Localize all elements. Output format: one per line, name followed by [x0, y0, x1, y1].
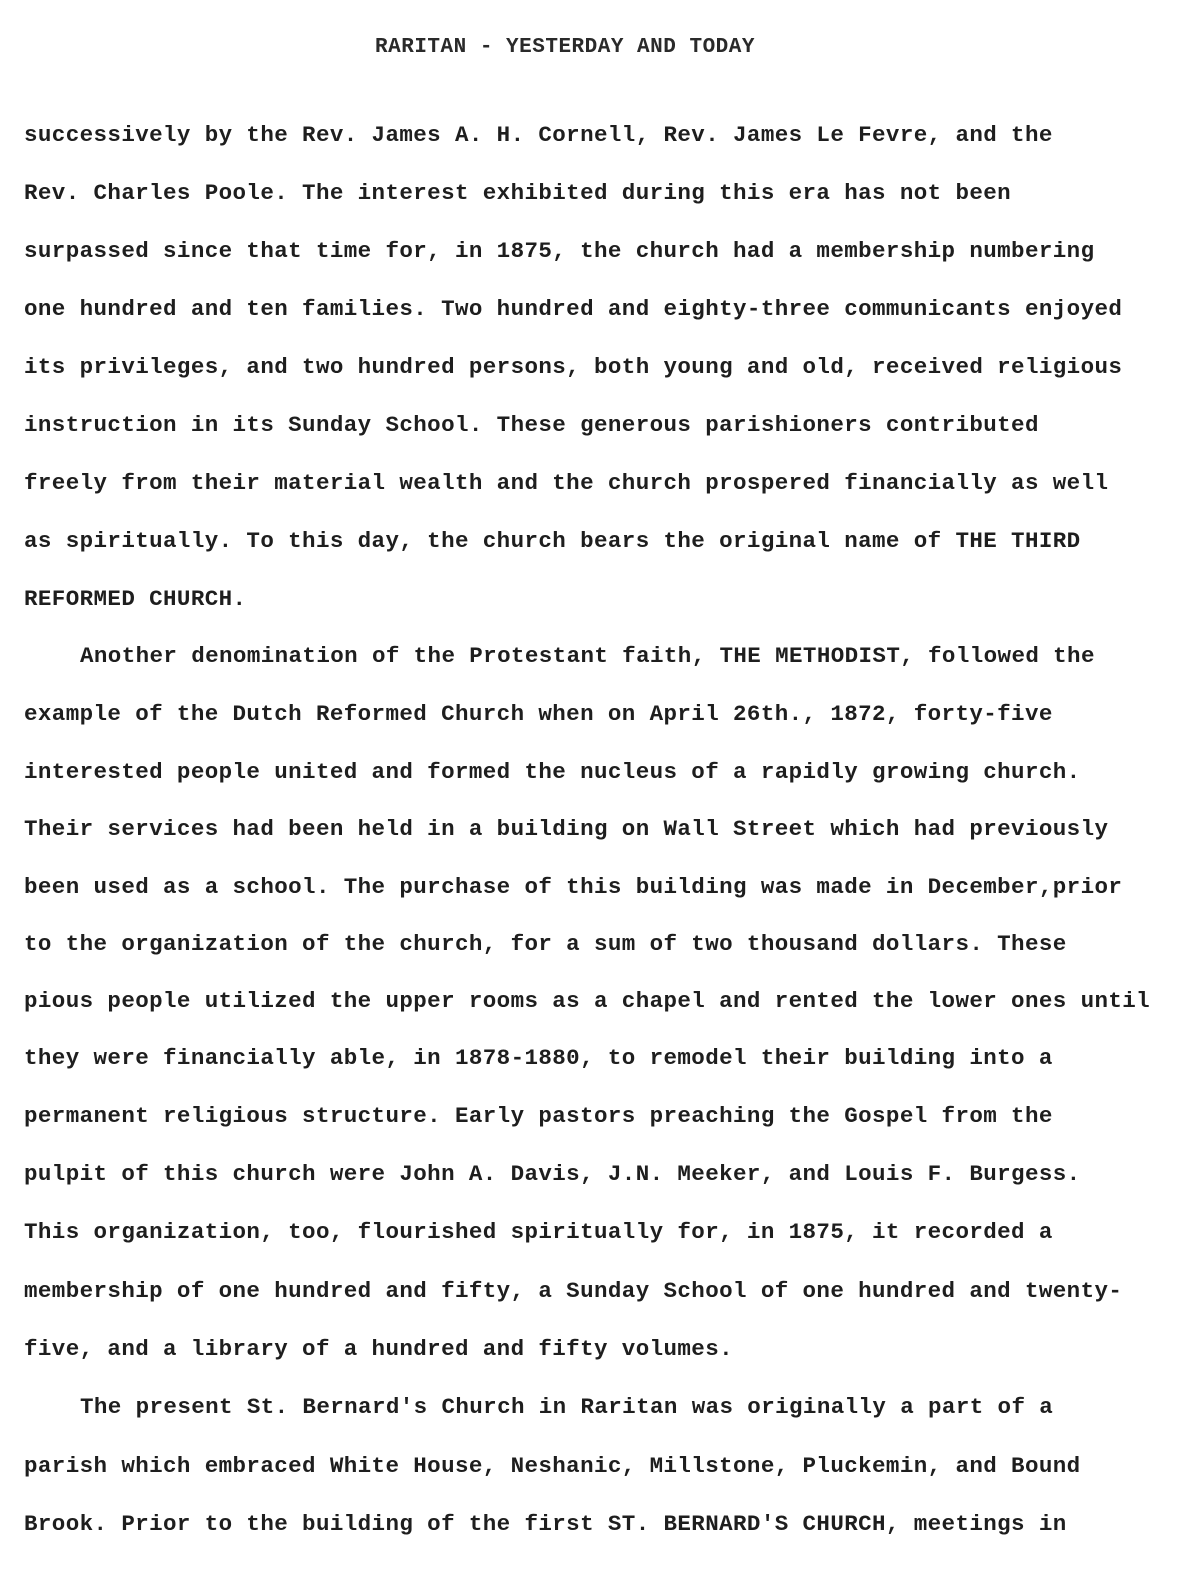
text-line: membership of one hundred and fifty, a Sunday School of one hundred and twenty- [24, 1278, 1123, 1304]
text-line: surpassed since that time for, in 1875, the church had a membership numbering [24, 238, 1095, 264]
text-line: its privileges, and two hundred persons, both young and old, received religious [24, 354, 1123, 380]
text-line: successively by the Rev. James A. H. Cornell, Rev. James Le Fevre, and the [24, 122, 1053, 148]
text-line: they were financially able, in 1878-1880, to remodel their building into a [24, 1045, 1053, 1071]
text-line: REFORMED CHURCH. [24, 586, 247, 612]
running-title: RARITAN - YESTERDAY AND TODAY [375, 36, 755, 59]
text-line: as spiritually. To this day, the church bears the original name of THE THIRD [24, 528, 1081, 554]
text-line: pulpit of this church were John A. Davis, J.N. Meeker, and Louis F. Burgess. [24, 1161, 1081, 1187]
text-line: Brook. Prior to the building of the first ST. BERNARD'S CHURCH, meetings in [24, 1511, 1067, 1537]
text-line: Their services had been held in a building on Wall Street which had previously [24, 816, 1109, 842]
text-line: interested people united and formed the nucleus of a rapidly growing church. [24, 759, 1081, 785]
text-line: permanent religious structure. Early pastors preaching the Gospel from the [24, 1103, 1053, 1129]
text-line: five, and a library of a hundred and fifty volumes. [24, 1336, 734, 1362]
text-line: pious people utilized the upper rooms as a chapel and rented the lower ones until [24, 988, 1151, 1014]
text-line: been used as a school. The purchase of this building was made in December,prior [24, 874, 1123, 900]
text-line: This organization, too, flourished spiritually for, in 1875, it recorded a [24, 1219, 1053, 1245]
paragraph-first-line: The present St. Bernard's Church in Raritan was originally a part of a [80, 1394, 1054, 1420]
text-line: example of the Dutch Reformed Church when on April 26th., 1872, forty-five [24, 701, 1053, 727]
text-line: one hundred and ten families. Two hundred and eighty-three communicants enjoyed [24, 296, 1123, 322]
text-line: instruction in its Sunday School. These generous parishioners contributed [24, 412, 1039, 438]
text-line: freely from their material wealth and the church prospered financially as well [24, 470, 1109, 496]
text-line: Rev. Charles Poole. The interest exhibited during this era has not been [24, 180, 1012, 206]
text-line: parish which embraced White House, Neshanic, Millstone, Pluckemin, and Bound [24, 1453, 1081, 1479]
text-line: to the organization of the church, for a sum of two thousand dollars. These [24, 931, 1067, 957]
paragraph-first-line: Another denomination of the Protestant faith, THE METHODIST, followed the [80, 643, 1095, 669]
